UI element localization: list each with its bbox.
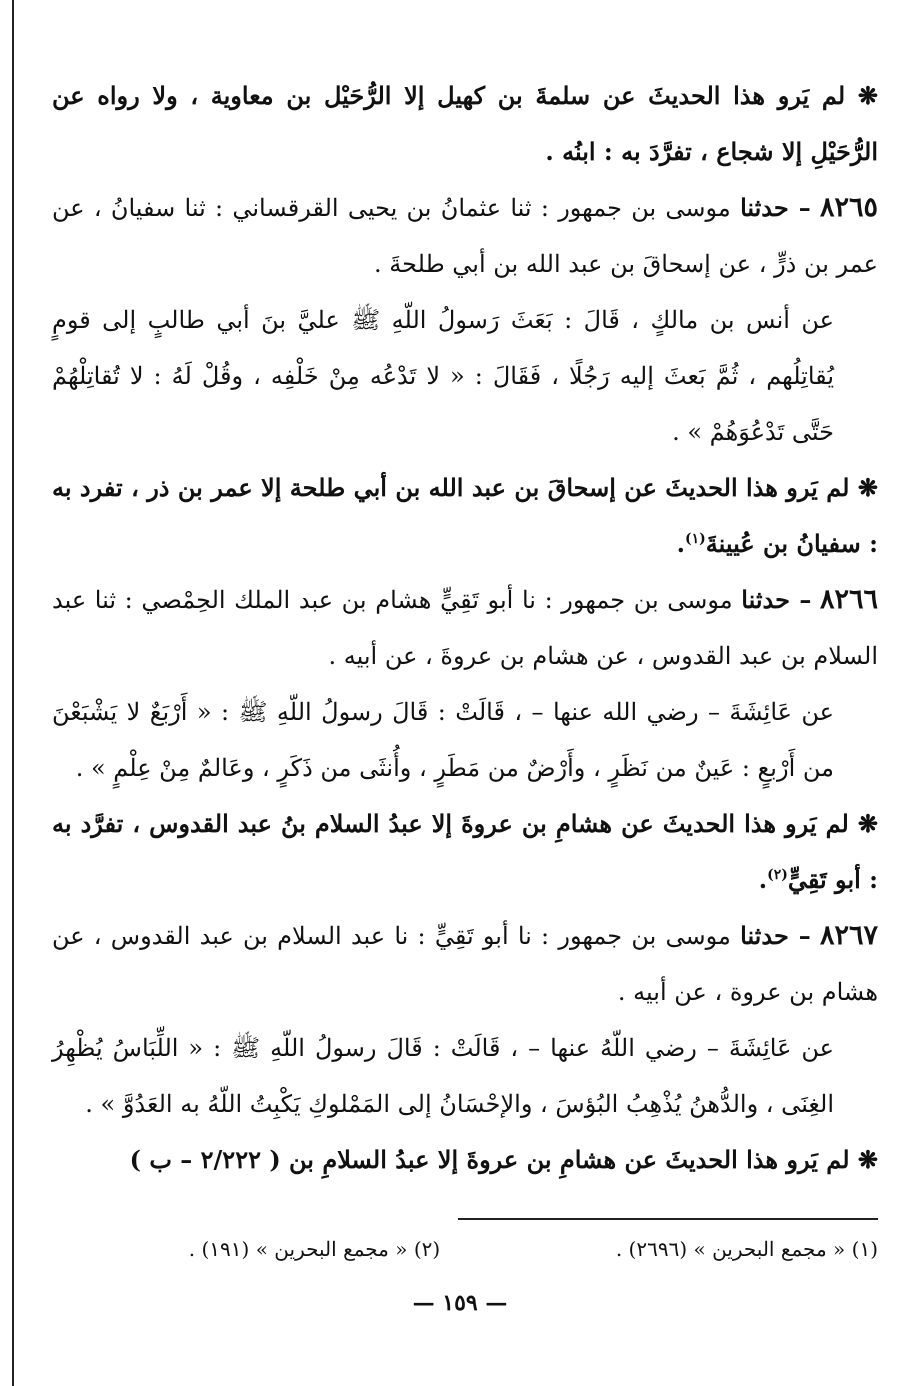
note-text: لم يَرو هذا الحديثَ عن سلمةَ بن كهيل إلا الرُّحَيْل بن معاوية ، ولا رواه عن الرُّحَيْلِ إلا شجاع ، تفرَّدَ به : ابنُه .	[52, 81, 878, 166]
note-paragraph	[52, 68, 878, 180]
hadith-matn	[52, 684, 878, 796]
hadith-isnad	[52, 572, 878, 684]
isnad-text: موسى بن جمهور : ثنا عثمانُ بن يحيى القرقساني : ثنا سفيانُ ، عن عمر بن ذرٍّ ، عن إسحاقَ بن عبد الله بن أبي طلحةَ .	[52, 194, 878, 278]
matn-text: عن عَائِشَةَ – رضي الله عنها – ، قَالَتْ : قَالَ رسولُ اللّهِ ﷺ : « أَرْبَعٌ لا يَشْبَعْنَ من أَرْبعٍ : عَينٌ من نَظَرٍ ، وأَرْضٌ من مَطَرٍ ، وأُنثَى من ذَكَرٍ ، وعَالمٌ مِنْ عِلْمٍ » .	[52, 698, 834, 782]
isnad-text: موسى بن جمهور : نا أبو تَقِيٍّ هشام بن عبد الملك الحِمْصي : ثنا عبد السلام بن عبد القدوس ، عن هشام بن عروةَ ، عن أبيه .	[52, 586, 878, 670]
asterisk-icon: ❋	[857, 81, 878, 110]
note-text: لم يَرو هذا الحديثَ عن هشامِ بن عروةَ إلا عبدُ السلام بنُ عبد القدوس ، تفرَّد به : أبو تَقِيٍّ	[52, 809, 878, 894]
hadith-isnad	[52, 908, 878, 1020]
isnad-text: موسى بن جمهور : نا أبو تَقِيٍّ : نا عبد السلام بن عبد القدوس ، عن هشام بن عروة ، عن أبيه .	[52, 922, 878, 1006]
hadith-keyword: – حدثنا	[741, 585, 812, 614]
hadith-matn	[52, 292, 878, 460]
hadith-number: ٨٢٦٥	[819, 192, 878, 223]
page-border	[12, 0, 14, 1386]
matn-text: عن عَائِشَةَ – رضي اللّهُ عنها – ، قَالَتْ : قَالَ رسولُ اللّهِ ﷺ : « اللِّبَاسُ يُظْهِرُ الغِنَى ، والدُّهنُ يُذْهِبُ البُؤسَ ، والإحْسَانُ إلى المَمْلوكِ يَكْبِتُ اللّهُ به العَدُوَّ » .	[52, 1034, 834, 1118]
asterisk-icon: ❋	[857, 809, 878, 838]
note-text: لم يَرو هذا الحديثَ عن هشامِ بن عروةَ إلا عبدُ السلامِ بن ( ٢/٢٢٢ – ب )	[129, 1145, 850, 1174]
asterisk-icon: ❋	[857, 1145, 878, 1174]
footnote-separator	[458, 1218, 878, 1220]
note-paragraph	[52, 1132, 878, 1188]
hadith-matn	[52, 1020, 878, 1132]
hadith-number: ٨٢٦٦	[819, 584, 878, 615]
footnotes	[52, 1232, 878, 1266]
footnote-1: (١) « مجمع البحرين » (٢٦٩٦) .	[615, 1237, 878, 1261]
hadith-keyword: – حدثنا	[740, 193, 811, 222]
matn-text: عن أنس بن مالكٍ ، قَالَ : بَعَثَ رَسولُ اللّهِ ﷺ عليَّ بنَ أبي طالبٍ إلى قومٍ يُقاتِلُهم ، ثُمَّ بَعثَ إليه رَجُلًا ، فَقَالَ : « لا تَدْعُه مِنْ خَلْفِه ، وقُلْ لَهُ : لا تُقاتِلْهُمْ حَتَّى تَدْعُوَهُمْ » .	[52, 306, 834, 446]
note-end: .	[758, 865, 768, 894]
page-number: — ١٥٩ —	[412, 1290, 508, 1316]
note-paragraph	[52, 796, 878, 908]
hadith-number: ٨٢٦٧	[819, 920, 878, 951]
note-end: .	[676, 529, 685, 558]
footnote-marker: (٢)	[767, 867, 788, 883]
note-text: لم يَرو هذا الحديثَ عن إسحاقَ بن عبد الله بن أبي طلحة إلا عمر بن ذر ، تفرد به : سفيانُ بن عُيينةَ	[52, 473, 878, 558]
asterisk-icon: ❋	[857, 473, 878, 502]
note-paragraph	[52, 460, 878, 572]
hadith-keyword: – حدثنا	[740, 921, 811, 950]
footnote-2: (٢) « مجمع البحرين » (١٩١) .	[188, 1237, 441, 1261]
hadith-isnad	[52, 180, 878, 292]
page-body	[52, 68, 878, 1188]
footnote-marker: (١)	[685, 531, 706, 547]
